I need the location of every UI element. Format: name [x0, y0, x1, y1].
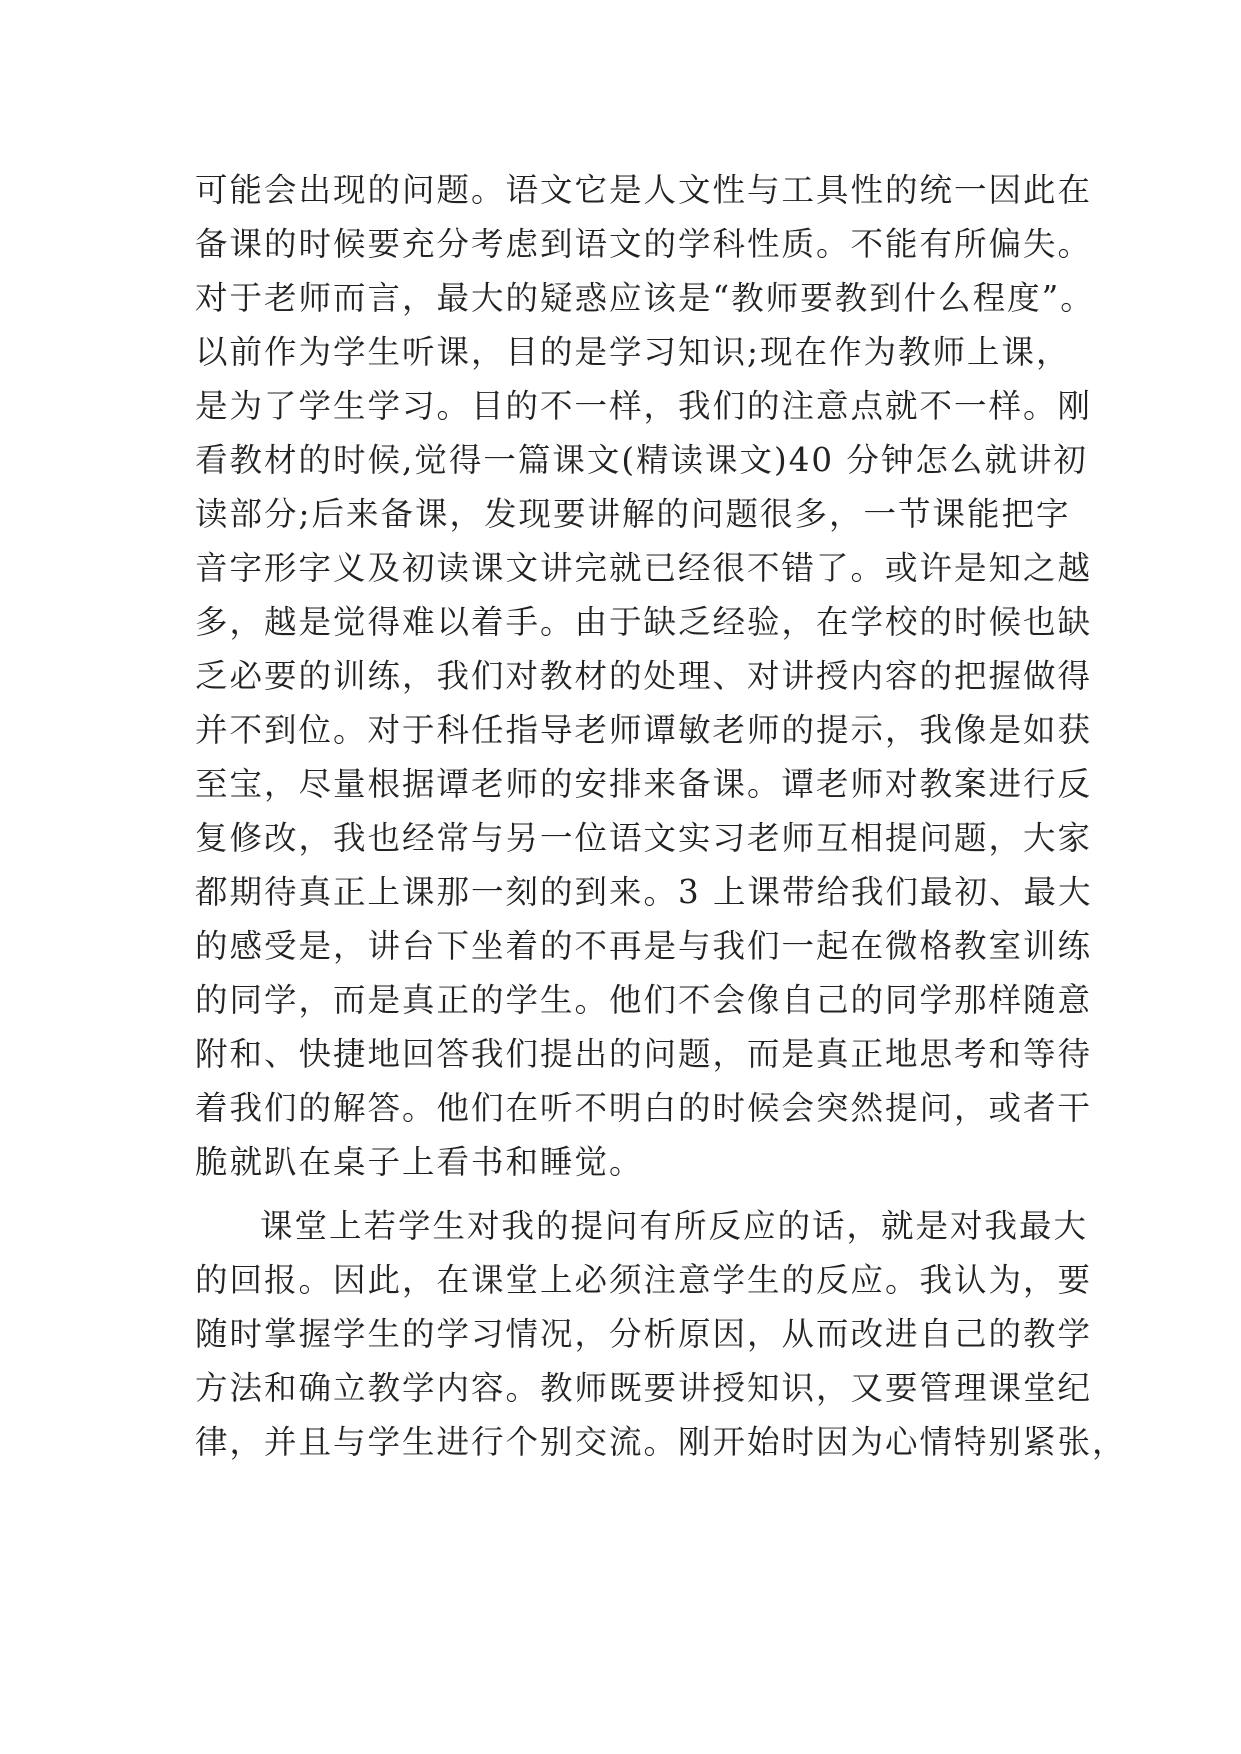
text-line: 乏必要的训练，我们对教材的处理、对讲授内容的把握做得 [195, 657, 1093, 695]
text-line: 读部分;后来备课，发现要讲解的问题很多，一节课能把字 [195, 495, 1071, 533]
text-line: 随时掌握学生的学习情况，分析原因，从而改进自己的教学 [195, 1315, 1093, 1353]
text-line: 多，越是觉得难以着手。由于缺乏经验，在学校的时候也缺 [195, 603, 1093, 641]
text-line: 至宝，尽量根据谭老师的安排来备课。谭老师对教案进行反 [195, 765, 1093, 803]
text-line: 的同学，而是真正的学生。他们不会像自己的同学那样随意 [195, 981, 1093, 1019]
text-line: 都期待真正上课那一刻的到来。3 上课带给我们最初、最大 [195, 873, 1093, 911]
text-line: 的回报。因此，在课堂上必须注意学生的反应。我认为，要 [195, 1261, 1093, 1299]
text-line: 的感受是，讲台下坐着的不再是与我们一起在微格教室训练 [195, 927, 1093, 965]
text-line: 可能会出现的问题。语文它是人文性与工具性的统一因此在 [195, 171, 1093, 209]
text-line: 音字形字义及初读课文讲完就已经很不错了。或许是知之越 [195, 549, 1093, 587]
text-line: 是为了学生学习。目的不一样，我们的注意点就不一样。刚 [195, 387, 1093, 425]
paragraph-1 [195, 163, 1095, 1189]
paragraph-spacer [195, 1189, 1075, 1199]
text-line: 看教材的时候,觉得一篇课文(精读课文)40 分钟怎么就讲初 [195, 441, 1088, 479]
text-line: 着我们的解答。他们在听不明白的时候会突然提问，或者干 [195, 1089, 1093, 1127]
document-body [195, 163, 1127, 1469]
text-line: 备课的时候要充分考虑到语文的学科性质。不能有所偏失。 [195, 225, 1093, 263]
paragraph-2 [195, 1199, 1127, 1469]
text-line: 并不到位。对于科任指导老师谭敏老师的提示，我像是如获 [195, 711, 1093, 749]
text-line: 附和、快捷地回答我们提出的问题，而是真正地思考和等待 [195, 1035, 1093, 1073]
text-line: 律，并且与学生进行个别交流。刚开始时因为心情特别紧张， [195, 1423, 1127, 1461]
text-line: 以前作为学生听课，目的是学习知识;现在作为教师上课， [195, 333, 1071, 371]
text-line: 脆就趴在桌子上看书和睡觉。 [195, 1143, 644, 1181]
text-line-indented: 课堂上若学生对我的提问有所反应的话，就是对我最大 [260, 1207, 1089, 1245]
text-line: 复修改，我也经常与另一位语文实习老师互相提问题，大家 [195, 819, 1093, 857]
text-line: 方法和确立教学内容。教师既要讲授知识，又要管理课堂纪 [195, 1369, 1093, 1407]
text-line: 对于老师而言，最大的疑惑应该是“教师要教到什么程度”。 [195, 279, 1095, 317]
